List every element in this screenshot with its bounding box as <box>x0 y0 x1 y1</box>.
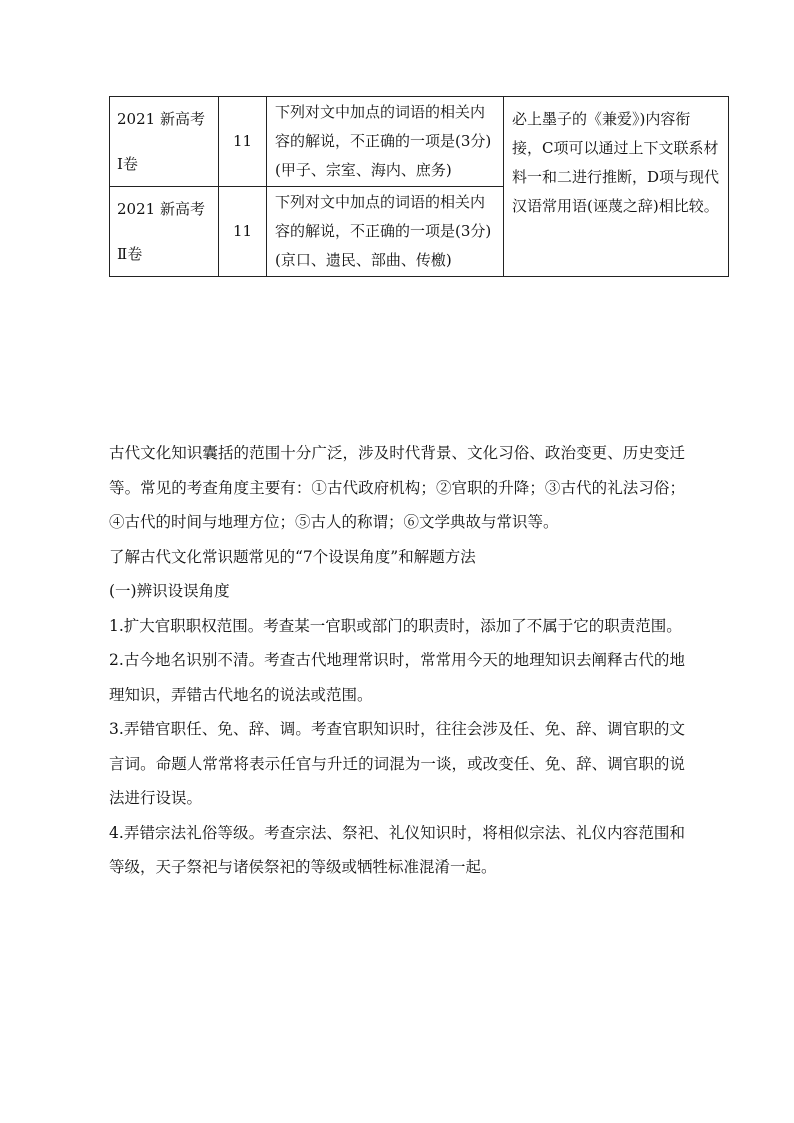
list-item: 3.弄错官职任、免、辞、调。考查官职知识时，往往会涉及任、免、辞、调官职的文言词。命题人常常将表示任官与升迁的词混为一谈，或改变任、免、辞、调官职的说法进行设误。 <box>109 720 685 807</box>
exam-year-label: 2021 新高考 <box>117 109 205 128</box>
exam-paper-label: Ⅱ卷 <box>117 244 143 263</box>
intro-paragraph: 古代文化知识囊括的范围十分广泛，涉及时代背景、文化习俗、政治变更、历史变迁等。常见的考查角度主要有：①古代政府机构；②官职的升降；③古代的礼法习俗；④古代的时间与地理方位；⑤古人的称谓；⑥文学典故与常识等。 <box>109 444 685 531</box>
question-number-cell: 11 <box>219 97 267 187</box>
list-item: 4.弄错宗法礼俗等级。考查宗法、祭祀、礼仪知识时，将相似宗法、礼仪内容范围和等级，天子祭祀与诸侯祭祀的等级或牺牲标准混淆一起。 <box>109 823 685 876</box>
sub-heading: (一)辨识设误角度 <box>109 582 230 600</box>
question-number-cell: 11 <box>219 187 267 277</box>
list-item: 1.扩大官职职权范围。考查某一官职或部门的职责时，添加了不属于它的职责范围。 <box>109 616 682 635</box>
section-heading: 了解古代文化常识题常见的“7个设误角度”和解题方法 <box>109 547 476 566</box>
question-text-cell: 下列对文中加点的词语的相关内容的解说，不正确的一项是(3分)(甲子、宗室、海内、庶务) <box>267 97 504 187</box>
exam-question-table <box>109 96 729 277</box>
answer-note-text: 必上墨子的《兼爱》)内容衔接，C项可以通过上下文联系材料一和二进行推断，D项与现代汉语常用语(诬蔑之辞)相比较。 <box>512 110 720 215</box>
exam-paper-label: Ⅰ卷 <box>117 154 138 173</box>
list-item: 2.古今地名识别不清。考查古代地理常识时，常常用今天的地理知识去阐释古代的地理知识，弄错古代地名的说法或范围。 <box>109 651 685 704</box>
answer-note-cell <box>504 97 729 277</box>
question-text-cell: 下列对文中加点的词语的相关内容的解说，不正确的一项是(3分)(京口、遗民、部曲、传檄) <box>267 187 504 277</box>
exam-year-label: 2021 新高考 <box>117 199 205 218</box>
exam-name-cell <box>110 97 219 187</box>
table-row <box>110 97 729 187</box>
body-text <box>109 436 685 885</box>
exam-name-cell <box>110 187 219 277</box>
